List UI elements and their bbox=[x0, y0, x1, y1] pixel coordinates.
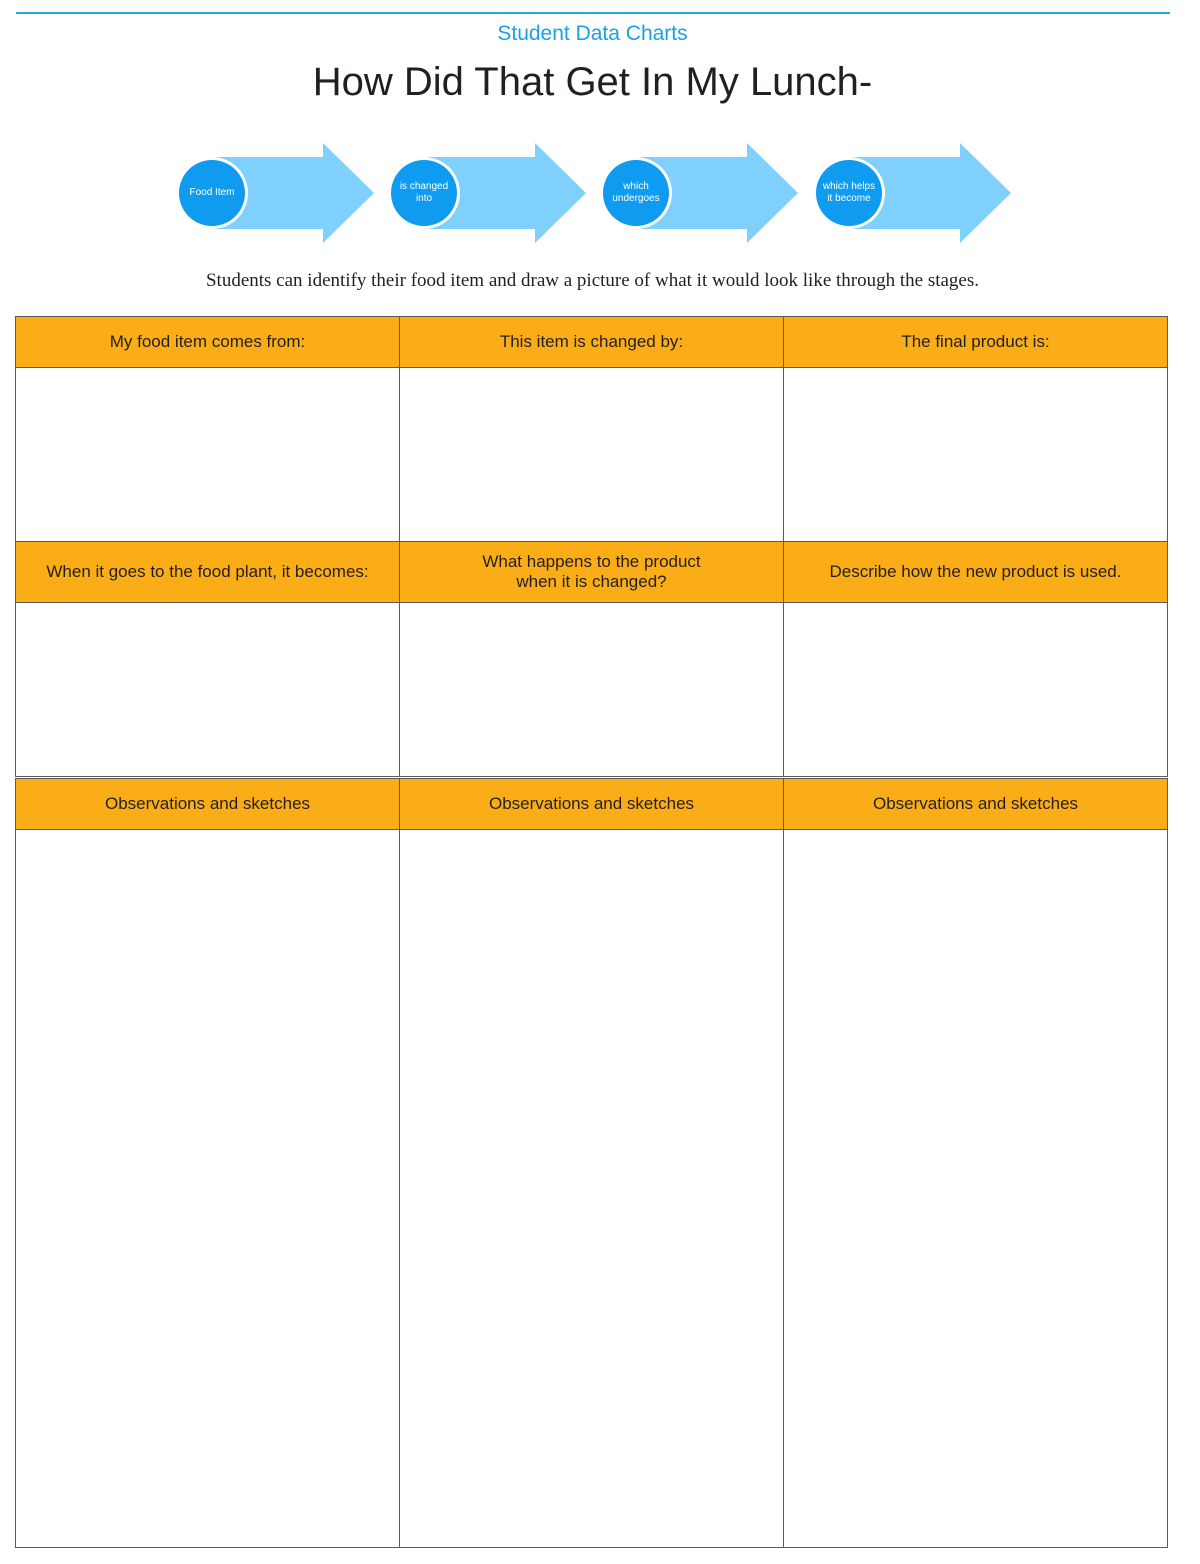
header-row-3 bbox=[16, 779, 1167, 830]
data-chart-upper bbox=[15, 316, 1168, 777]
answer-cell[interactable] bbox=[399, 603, 783, 776]
header-cell: Observations and sketches bbox=[399, 779, 783, 830]
header-row-2 bbox=[16, 542, 1167, 603]
header-cell: The final product is: bbox=[783, 317, 1167, 368]
answer-row-2 bbox=[16, 603, 1167, 776]
flow-step-label: Food Item bbox=[189, 187, 235, 198]
observation-cell[interactable] bbox=[16, 830, 399, 1547]
observation-cell[interactable] bbox=[783, 830, 1167, 1547]
data-chart-observations bbox=[15, 778, 1168, 1548]
flow-step-label: is changed into bbox=[399, 181, 449, 204]
header-cell: What happens to the product when it is changed? bbox=[399, 542, 783, 603]
flow-step-1 bbox=[178, 143, 418, 243]
header-cell: Describe how the new product is used. bbox=[783, 542, 1167, 603]
page-title: How Did That Get In My Lunch- bbox=[312, 60, 873, 104]
flow-step-2 bbox=[390, 143, 630, 243]
answer-cell[interactable] bbox=[399, 368, 783, 542]
answer-row-1 bbox=[16, 368, 1167, 542]
flow-diagram bbox=[0, 0, 1200, 260]
answer-cell[interactable] bbox=[783, 368, 1167, 542]
answer-cell[interactable] bbox=[783, 603, 1167, 776]
page-subtitle: Student Data Charts bbox=[497, 22, 688, 45]
header-cell: Observations and sketches bbox=[16, 779, 399, 830]
answer-cell[interactable] bbox=[16, 603, 399, 776]
header-cell: Observations and sketches bbox=[783, 779, 1167, 830]
header-cell: My food item comes from: bbox=[16, 317, 399, 368]
answer-cell[interactable] bbox=[16, 368, 399, 542]
observation-row bbox=[16, 830, 1167, 1547]
flow-step-label: which helps it become bbox=[822, 181, 876, 204]
observation-cell[interactable] bbox=[399, 830, 783, 1547]
header-cell: This item is changed by: bbox=[399, 317, 783, 368]
flow-step-label: which undergoes bbox=[612, 181, 660, 204]
header-row-1 bbox=[16, 317, 1167, 368]
flow-step-4 bbox=[815, 143, 1055, 243]
instructions-caption: Students can identify their food item and draw a picture of what it would look like through the stages. bbox=[205, 270, 980, 291]
header-cell: When it goes to the food plant, it becomes: bbox=[16, 542, 399, 603]
flow-step-3 bbox=[602, 143, 842, 243]
